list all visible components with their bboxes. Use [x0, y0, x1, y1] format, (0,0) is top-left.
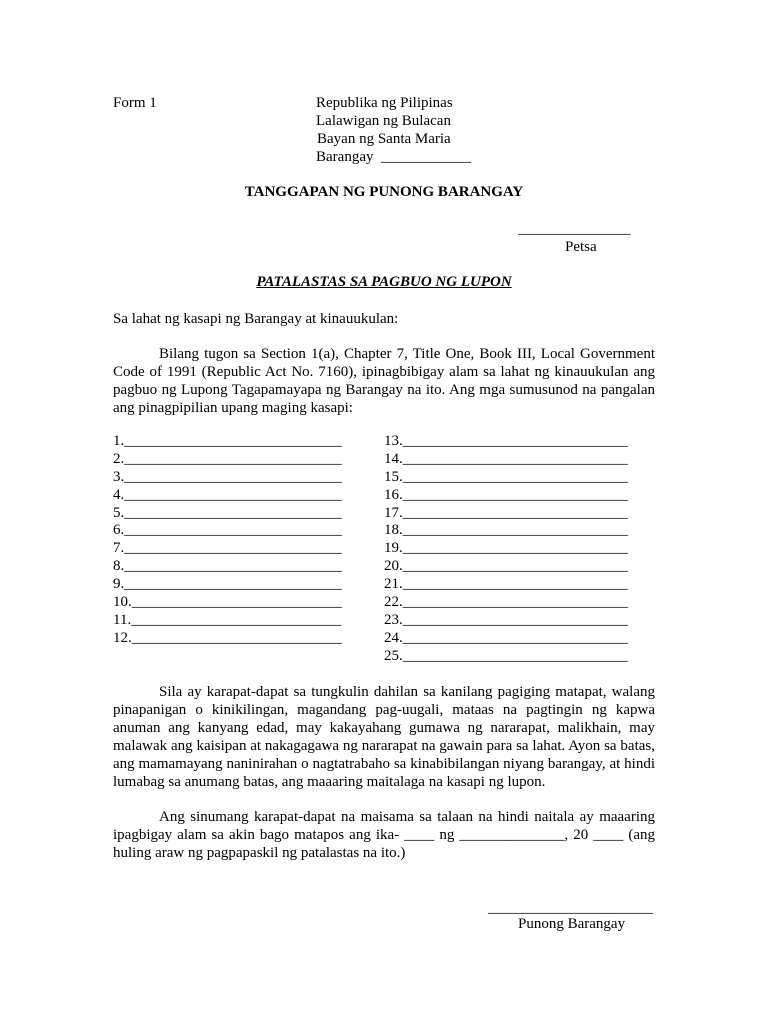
- name-entry: 8._____________________________: [113, 558, 342, 575]
- name-entry: 25.______________________________: [384, 647, 628, 664]
- form-label: Form 1: [113, 95, 157, 111]
- signature-line: ______________________: [488, 900, 653, 916]
- name-entry: 2._____________________________: [113, 450, 342, 467]
- names-list-left: [113, 433, 342, 648]
- office-title: TANGGAPAN NG PUNONG BARANGAY: [244, 184, 524, 200]
- names-list-right: [384, 433, 628, 666]
- name-entry: 24.______________________________: [384, 629, 628, 646]
- name-entry: 16.______________________________: [384, 486, 628, 503]
- date-label: Petsa: [565, 239, 597, 255]
- name-entry: 15.______________________________: [384, 468, 628, 485]
- name-entry: 20.______________________________: [384, 558, 628, 575]
- name-entry: 17.______________________________: [384, 504, 628, 521]
- name-entry: 7._____________________________: [113, 540, 342, 557]
- name-entry: 9._____________________________: [113, 576, 342, 593]
- name-entry: 4._____________________________: [113, 486, 342, 503]
- name-entry: 11.____________________________: [113, 611, 342, 628]
- qualifications-paragraph: Sila ay karapat-dapat sa tungkulin dahilan sa kanilang pagiging matapat, walang pinapanigan o kinikilingan, magandang pag-uugali, mataas na pagtingin ng kapwa anuman ang kanyang edad, may kakayahang gumawa ng nararapat, malikhain, may malawak ang kaisipan at nakagagawa ng nararapat na gawain para sa lahat. Ayon sa batas, ang mamamayang naninirahan o nagtatrabaho sa kinabibilangan niyang barangay, at hindi lumabag sa anumang batas, ang maaaring maitalaga na kasapi ng lupon.: [113, 684, 655, 790]
- name-entry: 13.______________________________: [384, 433, 628, 449]
- deadline-paragraph: Ang sinumang karapat-dapat na maisama sa talaan na hindi naitala ay maaaring ipagbigay alam sa akin bago matapos ang ika- ____ ng ______________, 20 ____ (ang huling araw ng pagpapaskil ng patalastas na ito.): [113, 809, 655, 861]
- name-entry: 22.______________________________: [384, 594, 628, 611]
- name-entry: 5._____________________________: [113, 504, 342, 521]
- name-entry: 6._____________________________: [113, 522, 342, 539]
- signature-label: Punong Barangay: [518, 916, 626, 932]
- province-name: Lalawigan ng Bulacan: [316, 113, 451, 129]
- name-entry: 10.____________________________: [113, 594, 342, 611]
- name-entry: 3._____________________________: [113, 468, 342, 485]
- notice-title: PATALASTAS SA PAGBUO NG LUPON: [256, 274, 512, 290]
- name-entry: 12.____________________________: [113, 629, 342, 646]
- intro-paragraph: Bilang tugon sa Section 1(a), Chapter 7, Title One, Book III, Local Government Code of 1991 (Republic Act No. 7160), ipinagbibigay alam sa lahat ng kinauukulan ang pagbuo ng Lupong Tagapamayapa ng Barangay na ito. Ang mga sumusunod na pangalan ang pinagpipilian upang maging kasapi:: [113, 346, 655, 416]
- name-entry: 1._____________________________: [113, 433, 342, 449]
- date-line: _______________: [518, 221, 631, 237]
- name-entry: 18.______________________________: [384, 522, 628, 539]
- municipality-name: Bayan ng Santa Maria: [317, 131, 451, 147]
- name-entry: 14.______________________________: [384, 450, 628, 467]
- name-entry: 21.______________________________: [384, 576, 628, 593]
- salutation: Sa lahat ng kasapi ng Barangay at kinauukulan:: [113, 311, 399, 327]
- country-name: Republika ng Pilipinas: [316, 95, 453, 111]
- name-entry: 23.______________________________: [384, 611, 628, 628]
- name-entry: 19.______________________________: [384, 540, 628, 557]
- barangay-line: Barangay ____________: [316, 149, 471, 165]
